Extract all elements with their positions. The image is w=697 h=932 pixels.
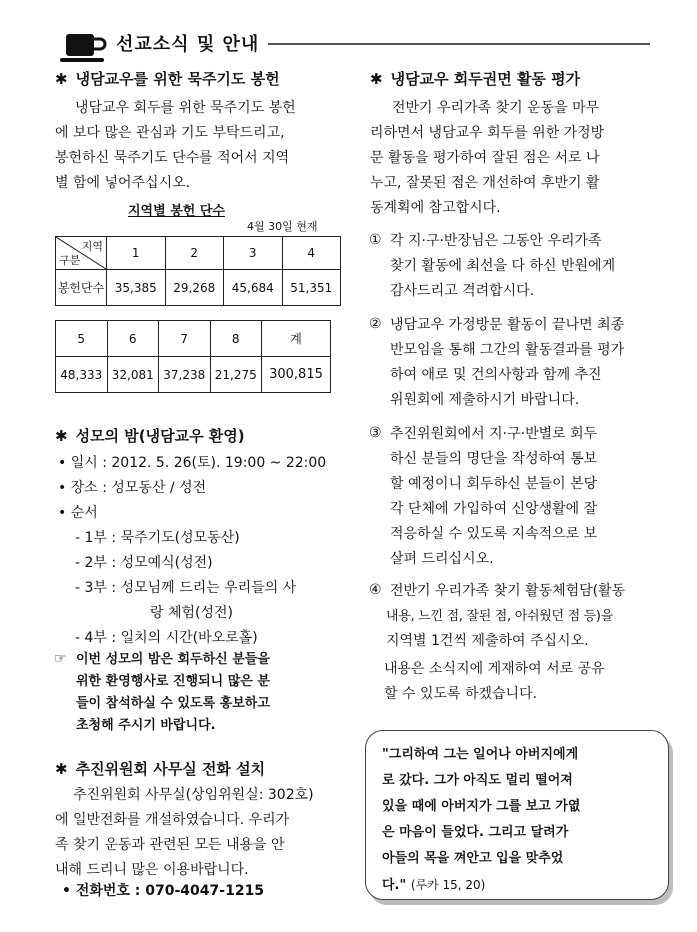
evaluation-item: 전반기 우리가족 찾기 활동체험담(활동 내용, 느낀 점, 잘된 점, 아쉬웠던 점 등)을 지역별 1건씩 제출하여 주십시오.	[386, 583, 626, 649]
number-2-icon: ②	[369, 316, 382, 332]
list-item: - 1부 : 묵주기도(성모동산)	[75, 530, 240, 546]
table-header-cell: 3	[224, 237, 283, 270]
table-header-cell: 계	[262, 321, 331, 357]
program-list	[75, 526, 296, 651]
table-value-cell: 300,815	[262, 357, 331, 393]
table-corner-cell: 지역 구분	[56, 237, 107, 270]
header-divider	[268, 43, 650, 45]
mary-note: 이번 성모의 밤은 회두하신 분들을 위한 환영행사로 진행되니 많은 분 들이 참석하실 수 있도록 홍보하고 초청해 주시기 바랍니다.	[76, 652, 270, 733]
table-header-cell: 8	[210, 321, 262, 357]
section-phone-text: 추진위원회 사무실(상임위원실: 302호) 에 일반전화를 개설하였습니다. 우리가 족 찾기 운동과 관련된 모든 내용을 안 내해 드리니 많은 이용바랍니다.	[55, 787, 314, 878]
table-value-cell: 51,351	[282, 270, 341, 306]
list-item: • 순서	[58, 505, 98, 521]
list-item: 랑 체험(성전)	[150, 605, 233, 621]
scripture-quote: "그리하여 그는 일어나 아버지에게 로 갔다. 그가 아직도 멀리 떨어져 있을 때에 아버지가 그를 보고 가엾 은 마음이 들었다. 그리고 달려가 아들의 목을 껴안고 입을 맞추었 다." (루카 15, 20)	[382, 747, 581, 893]
table-header-cell: 5	[56, 321, 108, 357]
list-item: - 2부 : 성모예식(성전)	[75, 555, 213, 571]
table-value-cell: 48,333	[56, 357, 108, 393]
table-header-cell: 7	[159, 321, 211, 357]
pointing-hand-icon: ☞	[54, 651, 67, 667]
coffee-cup-icon	[60, 30, 112, 64]
asterisk-icon: ✱	[370, 70, 383, 88]
phone-number: • 전화번호 : 070-4047-1215	[62, 883, 265, 899]
number-4-icon: ④	[369, 582, 382, 598]
table-title: 지역별 봉헌 단수	[128, 204, 225, 219]
table-value-cell: 37,238	[159, 357, 211, 393]
asterisk-icon: ✱	[55, 70, 68, 88]
table-date: 4월 30일 현재	[247, 220, 318, 233]
list-item: • 일시 : 2012. 5. 26(토). 19:00 ~ 22:00	[58, 455, 327, 471]
table-value-cell: 29,268	[165, 270, 224, 306]
table-value-cell: 35,385	[107, 270, 166, 306]
evaluation-closing: 내용은 소식지에 게재하여 서로 공유 할 수 있도록 하겠습니다.	[384, 661, 605, 702]
offering-table-top	[55, 236, 341, 306]
table-value-cell: 32,081	[107, 357, 159, 393]
section-evaluation-heading: ✱ 냉담교우 회두권면 활동 평가	[370, 70, 581, 88]
section-rosary-text: 냉담교우 회두를 위한 묵주기도 봉헌 에 보다 많은 관심과 기도 부탁드리고, 봉헌하신 묵주기도 단수를 적어서 지역 별 함에 넣어주십시오.	[55, 100, 296, 191]
section-rosary-heading: ✱ 냉담교우를 위한 묵주기도 봉헌	[55, 70, 280, 88]
section-mary-heading: ✱ 성모의 밤(냉담교우 환영)	[55, 427, 245, 445]
evaluation-intro: 전반기 우리가족 찾기 운동을 마무 리하면서 냉담교우 회두를 위한 가정방 문 활동을 평가하여 잘된 점은 서로 나 누고, 잘못된 점은 개선하여 후반기 활 동계획에 참고합시다.	[370, 100, 605, 216]
table-value-cell: 21,275	[210, 357, 262, 393]
section-phone-heading: ✱ 추진위원회 사무실 전화 설치	[55, 760, 266, 778]
scripture-reference: (루카 15, 20)	[410, 878, 486, 892]
offering-table-bottom	[55, 320, 331, 393]
evaluation-item: 추진위원회에서 지·구·반별로 회두 하신 분들의 명단을 작성하여 통보 할 예정이니 회두하신 분들이 본당 각 단체에 가입하여 신앙생활에 잘 적응하실 수 있도록 지속적으로 보 살펴 드리십시오.	[390, 426, 598, 567]
table-header-cell: 1	[107, 237, 166, 270]
event-info-list	[58, 451, 326, 526]
asterisk-icon: ✱	[55, 427, 68, 445]
evaluation-item: 냉담교우 가정방문 활동이 끝나면 최종 반모임을 통해 그간의 활동결과를 평가 하여 애로 및 건의사항과 함께 추진 위원회에 제출하시기 바랍니다.	[390, 317, 625, 408]
table-header-cell: 2	[165, 237, 224, 270]
number-3-icon: ③	[369, 425, 382, 441]
page-header-title: 선교소식 및 안내	[116, 34, 260, 55]
table-header-cell: 6	[107, 321, 159, 357]
list-item: • 장소 : 성모동산 / 성전	[58, 480, 207, 496]
list-item: - 3부 : 성모님께 드리는 우리들의 사	[75, 580, 297, 596]
evaluation-item: 각 지·구·반장님은 그동안 우리가족 찾기 활동에 최선을 다 하신 반원에게 감사드리고 격려합시다.	[390, 233, 616, 299]
table-row-label: 봉헌단수	[56, 270, 107, 306]
asterisk-icon: ✱	[55, 760, 68, 778]
list-item: - 4부 : 일치의 시간(바오로홀)	[75, 630, 258, 646]
table-header-cell: 4	[282, 237, 341, 270]
number-1-icon: ①	[369, 232, 382, 248]
table-value-cell: 45,684	[224, 270, 283, 306]
